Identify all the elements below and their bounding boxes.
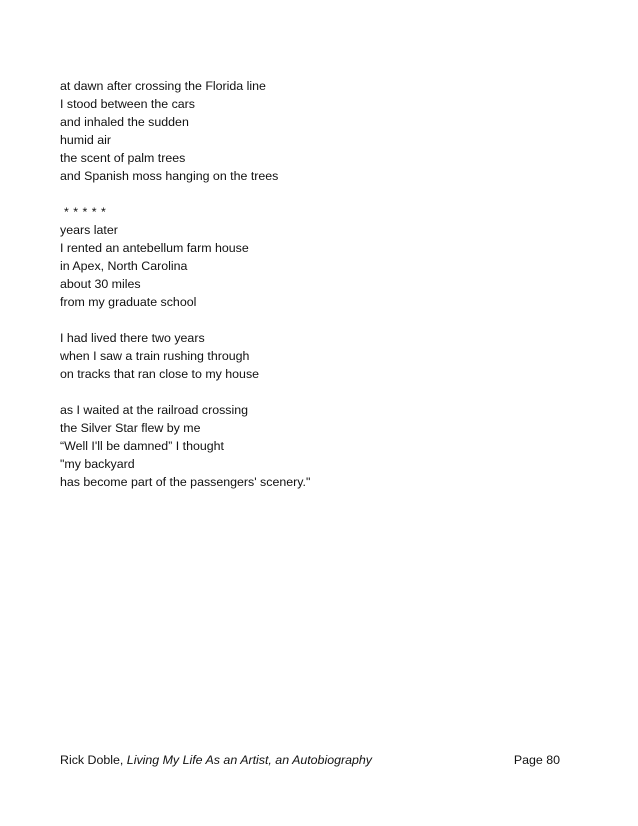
poem-line: in Apex, North Carolina [60, 259, 188, 273]
poem-line: and inhaled the sudden [60, 115, 189, 129]
poem-line: the Silver Star flew by me [60, 421, 201, 435]
stanza-florida [60, 77, 580, 185]
poem-line: humid air [60, 133, 111, 147]
footer-book-title: Living My Life As an Artist, an Autobiography [126, 753, 372, 767]
poem-line: on tracks that ran close to my house [60, 367, 260, 381]
stanza-train [60, 329, 580, 383]
poem-line: at dawn after crossing the Florida line [60, 79, 266, 93]
poem-line: when I saw a train rushing through [60, 349, 250, 363]
poem-line: I had lived there two years [60, 331, 205, 345]
poem-line: "my backyard [60, 457, 135, 471]
poem-line: years later [60, 223, 118, 237]
page-number: Page 80 [513, 753, 560, 767]
poem-body [60, 77, 580, 509]
asterisk-separator: * * * * * [60, 205, 107, 219]
poem-line: I rented an antebellum farm house [60, 241, 249, 255]
stanza-apex [60, 221, 580, 311]
poem-line: the scent of palm trees [60, 151, 186, 165]
section-separator [60, 203, 580, 221]
footer-author: Rick Doble, [60, 753, 127, 767]
stanza-silver-star [60, 401, 580, 491]
poem-line: “Well I'll be damned” I thought [60, 439, 224, 453]
poem-line: and Spanish moss hanging on the trees [60, 169, 279, 183]
poem-line: has become part of the passengers' scenery." [60, 475, 311, 489]
poem-line: I stood between the cars [60, 97, 196, 111]
poem-line: about 30 miles [60, 277, 141, 291]
poem-line: from my graduate school [60, 295, 197, 309]
poem-line: as I waited at the railroad crossing [60, 403, 249, 417]
footer-citation [60, 752, 372, 768]
